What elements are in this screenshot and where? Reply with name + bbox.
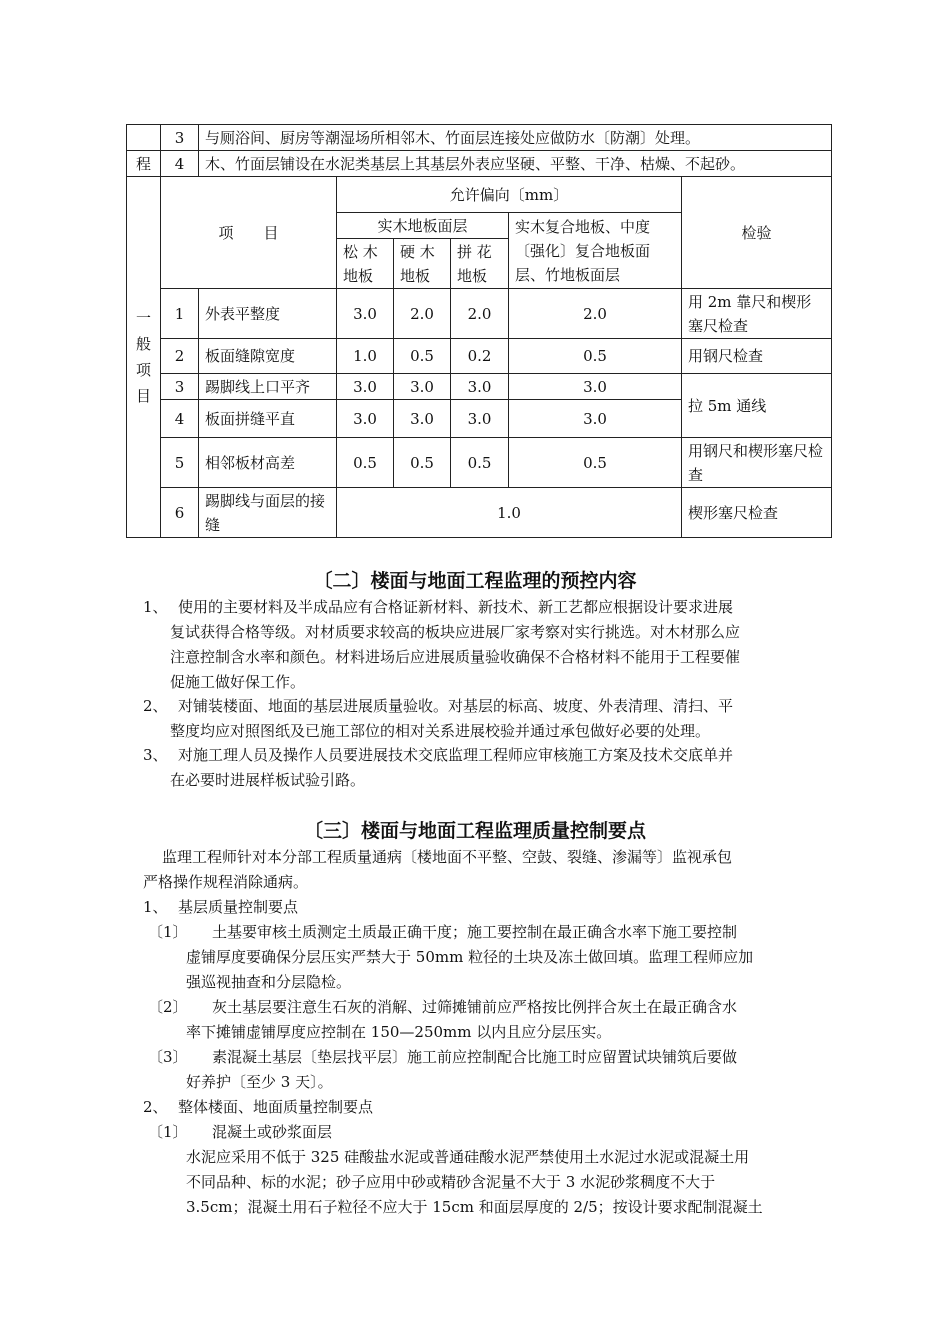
check-method: 用钢尺检查: [682, 339, 832, 374]
table-row: [127, 339, 832, 374]
value-cell: 0.5: [394, 438, 451, 488]
subheading: 整体楼面、地面质量控制要点: [178, 1098, 374, 1116]
list-number: 3、: [143, 746, 168, 764]
row-item: 相邻板材高差: [199, 438, 337, 488]
row-item: 板面拼缝平直: [199, 400, 337, 438]
paragraph-line: 素混凝土基层〔垫层找平层〕施工前应控制配合比施工时应留置试块铺筑后要做: [212, 1048, 738, 1066]
table-row: [127, 374, 832, 400]
table-row: [127, 289, 832, 339]
value-cell: 3.0: [394, 374, 451, 400]
row-number: 3: [161, 125, 199, 151]
table-header-row: [127, 177, 832, 213]
list-number: 〔1〕: [148, 1123, 188, 1141]
pine-header: 松 木 地板: [337, 239, 394, 289]
row-item: 外表平整度: [199, 289, 337, 339]
row-number: 1: [161, 289, 199, 339]
subheading: 基层质量控制要点: [178, 898, 299, 916]
list-number: 〔2〕: [148, 998, 188, 1016]
value-cell: 0.2: [451, 339, 509, 374]
check-method: 楔形塞尺检查: [682, 488, 832, 538]
value-cell: 2.0: [394, 289, 451, 339]
value-cell: 3.0: [394, 400, 451, 438]
paragraph-line: 在必要时进展样板试验引路。: [170, 771, 366, 789]
row-text: 木、竹面层铺设在水泥类基层上其基层外表应坚硬、平整、干净、枯燥、不起砂。: [199, 151, 832, 177]
paragraph-line: 灰土基层要注意生石灰的消解、过筛摊铺前应严格按比例拌合灰土在最正确含水: [212, 998, 738, 1016]
list-number: 〔3〕: [148, 1048, 188, 1066]
list-number: 1、: [143, 898, 168, 916]
table-row: [127, 125, 832, 151]
paragraph-line: 不同品种、标的水泥；砂子应用中砂或精砂含泥量不大于 3 水泥砂浆稠度不大于: [186, 1173, 716, 1191]
section-cell: 程: [127, 151, 161, 177]
paragraph-line: 水泥应采用不低于 325 硅酸盐水泥或普通硅酸水泥严禁使用土水泥过水泥或混凝土用: [186, 1148, 750, 1166]
value-cell: 3.0: [451, 374, 509, 400]
section-title: 〔二〕楼面与地面工程监理的预控内容: [313, 570, 637, 592]
section-char: 一: [135, 309, 151, 327]
row-item: 板面缝隙宽度: [199, 339, 337, 374]
paragraph-line: 整度均应对照图纸及已施工部位的相对关系进展校验并通过承包做好必要的处理。: [170, 722, 711, 740]
row-number: 6: [161, 488, 199, 538]
value-cell: 0.5: [394, 339, 451, 374]
list-number: 1、: [143, 598, 168, 616]
check-header: 检验: [682, 177, 832, 289]
acceptance-table: [126, 124, 832, 538]
composite-header: 实木复合地板、中度〔强化〕复合地板面层、竹地板面层: [509, 213, 682, 289]
paragraph-line: 率下摊铺虚铺厚度应控制在 150—250mm 以内且应分层压实。: [186, 1023, 612, 1041]
value-cell: 0.5: [509, 339, 682, 374]
parquet-header: 拼 花 地板: [451, 239, 509, 289]
check-method: 拉 5m 通线: [682, 374, 832, 438]
paragraph-line: 使用的主要材料及半成品应有合格证新材料、新技术、新工艺都应根据设计要求进展: [178, 598, 734, 616]
value-cell: 2.0: [451, 289, 509, 339]
row-item: 踢脚线与面层的接缝: [199, 488, 337, 538]
paragraph-line: 虚铺厚度要确保分层压实严禁大于 50mm 粒径的土块及冻土做回填。监理工程师应加: [186, 948, 754, 966]
row-number: 3: [161, 374, 199, 400]
row-number: 2: [161, 339, 199, 374]
section-cell: [127, 125, 161, 151]
row-number: 5: [161, 438, 199, 488]
row-text: 与厕浴间、厨房等潮湿场所相邻木、竹面层连接处应做防水〔防潮〕处理。: [199, 125, 832, 151]
value-cell: 0.5: [337, 438, 394, 488]
list-number: 〔1〕: [148, 923, 188, 941]
list-number: 2、: [143, 697, 168, 715]
paragraph-line: 监理工程师针对本分部工程质量通病〔楼地面不平整、空鼓、裂缝、渗漏等〕监视承包: [162, 848, 733, 866]
value-cell: 1.0: [337, 339, 394, 374]
row-number: 4: [161, 151, 199, 177]
value-cell: 3.0: [509, 400, 682, 438]
value-cell: 3.0: [451, 400, 509, 438]
check-method: 用 2m 靠尺和楔形塞尺检查: [682, 289, 832, 339]
paragraph-line: 注意控制含水率和颜色。材料进场后应进展质量验收确保不合格材料不能用于工程要催: [170, 648, 741, 666]
paragraph-line: 对施工理人员及操作人员要进展技术交底监理工程师应审核施工方案及技术交底单并: [178, 746, 734, 764]
section-char: 项: [135, 361, 151, 379]
section-label-general-items: [127, 177, 161, 538]
row-item: 踢脚线上口平齐: [199, 374, 337, 400]
row-number: 4: [161, 400, 199, 438]
section-char: 目: [135, 387, 151, 405]
paragraph-line: 3.5cm；混凝土用石子粒径不应大于 15cm 和面层厚度的 2/5；按设计要求配制混凝土: [186, 1198, 763, 1216]
table-row: [127, 488, 832, 538]
table-row: [127, 151, 832, 177]
list-number: 2、: [143, 1098, 168, 1116]
tolerance-header: 允许偏向〔mm〕: [337, 177, 682, 213]
check-method: 用钢尺和楔形塞尺检查: [682, 438, 832, 488]
paragraph-line: 严格操作规程消除通病。: [143, 873, 309, 891]
section-title: 〔三〕楼面与地面工程监理质量控制要点: [303, 820, 646, 842]
value-cell: 3.0: [337, 400, 394, 438]
paragraph-line: 强巡视抽查和分层隐检。: [186, 973, 352, 991]
subheading: 混凝土或砂浆面层: [212, 1123, 333, 1141]
paragraph-line: 好养护〔至少 3 天〕。: [186, 1073, 333, 1091]
paragraph-line: 促施工做好保工作。: [170, 673, 306, 691]
value-cell: 3.0: [509, 374, 682, 400]
solid-wood-header: 实木地板面层: [337, 213, 509, 239]
paragraph-line: 土基要审核土质测定土质最正确干度；施工要控制在最正确含水率下施工要控制: [212, 923, 738, 941]
value-cell: 3.0: [337, 289, 394, 339]
paragraph-line: 复试获得合格等级。对材质要求较高的板块应进展厂家考察对实行挑选。对木材那么应: [170, 623, 741, 641]
table-row: [127, 438, 832, 488]
value-cell: 0.5: [451, 438, 509, 488]
value-cell: 0.5: [509, 438, 682, 488]
value-cell: 1.0: [337, 488, 682, 538]
value-cell: 3.0: [337, 374, 394, 400]
hardwood-header: 硬 木 地板: [394, 239, 451, 289]
paragraph-line: 对铺装楼面、地面的基层进展质量验收。对基层的标高、坡度、外表清理、清扫、平: [178, 697, 734, 715]
section-char: 般: [135, 335, 151, 353]
value-cell: 2.0: [509, 289, 682, 339]
item-header: 项 目: [161, 177, 337, 289]
